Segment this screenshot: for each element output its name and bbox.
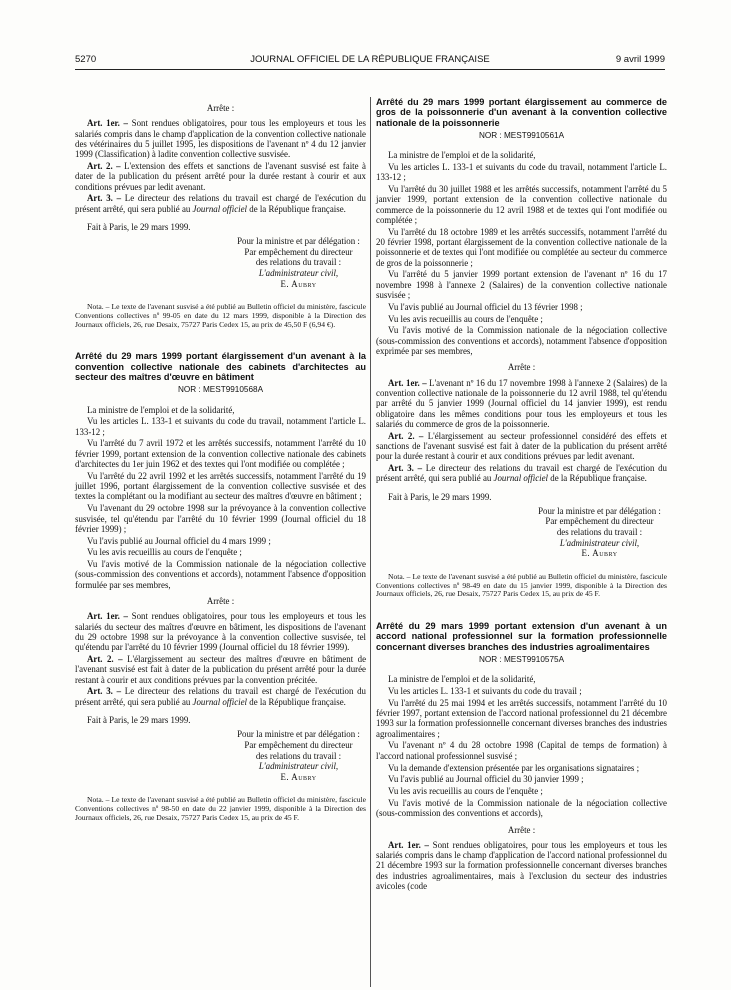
visa: Vu l'avenant nº 4 du 28 octobre 1998 (Capital de temps de formation) à l'accord national professionnel susvisé ; <box>376 740 667 761</box>
nota: Nota. – Le texte de l'avenant susvisé a été publié au Bulletin officiel du ministère, fascicule Conventions collectives nº 98-50 en date du 22 janvier 1999, disponible à la Direction des Journaux officiels, 26, rue Desaix, 75727 Paris Cedex 15, au prix de 45 F. <box>75 795 366 822</box>
article-2: Art. 2. – L'élargissement au secteur des maîtres d'œuvre en bâtiment de l'avenant susvisé est fait à dater de la publication du présent arrêté pour la durée restant à courir et aux conditions prévues par la convention précitée. <box>75 654 367 685</box>
article-1: Art. 1er. – L'avenant nº 16 du 17 novembre 1998 à l'annexe 2 (Salaires) de la convention collective nationale de la poissonnerie du 12 avril 1988, tel qu'étendu par arrêté du 5 janvier 1999 (Journal officiel du 14 janvier 1999), est rendu obligatoire dans les mêmes conditions pour tous les employeurs et tous les salariés du commerce de gros de la poissonnerie. <box>376 377 668 429</box>
header-rule <box>75 69 665 70</box>
article-1: Art. 1er. – Sont rendues obligatoires, pour tous les employeurs et tous les salariés compris dans le champ d'application de la convention collective nationale des vétérinaires du 5 juillet 1995, les dispositions de l'avenant nº 4 du 12 janvier 1999 (Classification) à ladite convention collective susvisée. <box>75 118 366 160</box>
visa: Vu l'arrêté du 22 avril 1992 et les arrêtés successifs, notamment l'arrêté du 19 juillet 1996, portant élargissement de la convention collective susvisée et des textes la complétant ou la modifiant au secteur des maîtres d'œuvre en bâtiment ; <box>75 470 366 502</box>
article-1: Art. 1er. – Sont rendues obligatoires, pour tous les employeurs et tous les salariés compris dans le champ d'application de l'accord national professionnel du 21 décembre 1993 sur la formation professionnelle concernant diverses branches des industries agroalimentaires, mais à l'exclusion du secteur des industries avicoles (code <box>376 839 667 891</box>
page-header <box>75 54 665 68</box>
journal-title: JOURNAL OFFICIEL DE LA RÉPUBLIQUE FRANÇAISE <box>250 54 490 65</box>
visa: Vu les avis recueillis au cours de l'enquête ; <box>388 786 543 797</box>
article-3: Art. 3. – Le directeur des relations du travail est chargé de l'exécution du présent arrêté, qui sera publié au Journal officiel de la République française. <box>75 193 366 214</box>
left-column <box>75 97 366 822</box>
visa: Vu l'avis publié au Journal officiel du 13 février 1998 ; <box>388 301 583 312</box>
nota: Nota. – Le texte de l'avenant susvisé a été publié au Bulletin officiel du ministère, fascicule Conventions collectives nº 98-49 en date du 15 janvier 1999, disponible à la Direction des Journaux officiels, 26, rue Desaix, 75727 Paris Cedex 15, au prix de 45 F. <box>376 571 667 599</box>
visa: Vu l'arrêté du 7 avril 1972 et les arrêtés successifs, notamment l'arrêté du 10 février 1999, portant extension de la convention collective nationale des cabinets d'architectes du 1er juin 1962 et des textes qui l'ont modifiée ou complétée ; <box>75 438 366 470</box>
article-2: Art. 2. – L'élargissement au secteur professionnel considéré des effets et sanctions de l'avenant susvisé est fait à dater de la publication du présent arrêté pour la durée restant à courir et aux conditions prévues par ledit avenant. <box>376 430 668 462</box>
right-column <box>376 97 667 893</box>
preamble: La ministre de l'emploi et de la solidarité, <box>388 674 536 685</box>
arrete-heading: Arrête : <box>206 103 235 113</box>
visa: Vu l'arrêté du 5 janvier 1999 portant extension de l'avenant nº 16 du 17 novembre 1998 à l'annexe 2 (Salaires) de la convention collective nationale susvisée ; <box>376 269 667 301</box>
visa: Vu l'avis publié au Journal officiel du 4 mars 1999 ; <box>87 535 271 546</box>
visa: Vu la demande d'extension présentée par les organisations signataires ; <box>388 762 640 773</box>
signature-place-date: Fait à Paris, le 29 mars 1999. <box>87 715 191 726</box>
article-2: Art. 2. – L'extension des effets et sanctions de l'avenant susvisé est faite à dater de la publication du présent arrêté pour la durée restant à courir et aux conditions prévues par ledit avenant. <box>75 160 366 192</box>
issue-date: 9 avril 1999 <box>615 54 665 65</box>
visa: Vu l'arrêté du 30 juillet 1988 et les arrêtés successifs, notamment l'arrêté du 5 janvier 1999, portant extension de la convention collective nationale du commerce de la poissonnerie du 12 avril 1988 et de textes qui l'ont modifiée ou complétée ; <box>376 184 667 225</box>
preamble: La ministre de l'emploi et de la solidarité, <box>87 404 235 415</box>
signature-place-date: Fait à Paris, le 29 mars 1999. <box>388 491 492 502</box>
page-number: 5270 <box>75 54 97 65</box>
arrete-heading: Arrête : <box>206 596 235 607</box>
article-3: Art. 3. – Le directeur des relations du travail est chargé de l'exécution du présent arrêté, qui sera publié au Journal officiel de la République française. <box>75 686 366 707</box>
visa: Vu les avis recueillis au cours de l'enquête ; <box>87 547 242 558</box>
visa: Vu l'avis motivé de la Commission nationale de la négociation collective (sous-commission des conventions et accords), notamment l'absence d'opposition exprimée par ses membres, <box>376 325 667 357</box>
arrete-heading: Arrête : <box>507 362 536 373</box>
signature-block: Pour la ministre et par délégation : Par empêchement du directeur des relations du travail : L'administrateur civil, E. Aubry <box>237 729 360 782</box>
visa: Vu les avis recueillis au cours de l'enquête ; <box>388 313 543 324</box>
nor-reference: NOR : MEST9910561A <box>478 130 565 140</box>
arrete-heading: Arrête : <box>507 824 536 835</box>
visa: Vu l'avenant du 29 octobre 1998 sur la prévoyance à la convention collective susvisée, tel qu'étendu par l'arrêté du 10 février 1999 (Journal officiel du 18 février 1999) ; <box>75 503 366 534</box>
signature-block: Pour la ministre et par délégation : Par empêchement du directeur des relations du travail : L'administrateur civil, E. Aubry <box>237 236 360 289</box>
decree-title: Arrêté du 29 mars 1999 portant extension d'un avenant à un accord national professionnel sur la formation professionnelle concernant diverses branches des industries agroalimentaires <box>376 620 667 652</box>
visa: Vu l'arrêté du 18 octobre 1989 et les arrêtés successifs, notamment l'arrêté du 20 février 1998, portant élargissement de la convention collective nationale de la poissonnerie et de textes qui l'ont modifiée ou complétée au secteur du commerce de gros de la poissonnerie ; <box>376 226 667 268</box>
nota: Nota. – Le texte de l'avenant susvisé a été publié au Bulletin officiel du ministère, fascicule Conventions collectives nº 99-05 en date du 12 mars 1999, disponible à la Direction des Journaux officiels, 26, rue Desaix, 75727 Paris Cedex 15, au prix de 45,50 F (6,94 €). <box>75 302 366 329</box>
visa: Vu les articles L. 133-1 et suivants du code du travail, notamment l'article L. 133-12 ; <box>376 161 667 183</box>
article-3: Art. 3. – Le directeur des relations du travail est chargé de l'exécution du présent arrêté, qui sera publié au Journal officiel de la République française. <box>376 463 667 484</box>
decree-title: Arrêté du 29 mars 1999 portant élargissement au commerce de gros de la poissonnerie d'un avenant à la convention collective nationale de la poissonnerie <box>376 97 667 128</box>
nor-reference: NOR : MEST9910568A <box>177 385 264 395</box>
visa: Vu l'avis publié au Journal officiel du 30 janvier 1999 ; <box>388 774 584 785</box>
article-1: Art. 1er. – Sont rendues obligatoires, pour tous les employeurs et tous les salariés du secteur des maîtres d'œuvre en bâtiment, les dispositions de l'avenant du 29 octobre 1998 sur la prévoyance à la convention collective susvisée, tel qu'étendu par l'arrêté du 10 février 1999 (Journal officiel du 18 février 1999). <box>75 611 366 653</box>
nor-reference: NOR : MEST9910575A <box>478 654 565 664</box>
preamble: La ministre de l'emploi et de la solidarité, <box>388 150 536 161</box>
visa: Vu l'avis motivé de la Commission nationale de la négociation collective (sous-commission des conventions et accords), notamment l'absence d'opposition formulée par ses membres, <box>75 559 366 590</box>
signature-place-date: Fait à Paris, le 29 mars 1999. <box>87 221 191 232</box>
visa: Vu les articles L. 133-1 et suivants du code du travail ; <box>388 685 582 696</box>
signature-block: Pour la ministre et par délégation : Par empêchement du directeur des relations du travail : L'administrateur civil, E. Aubry <box>538 505 661 559</box>
column-divider <box>370 97 371 987</box>
visa: Vu l'arrêté du 25 mai 1994 et les arrêtés successifs, notamment l'arrêté du 10 février 1997, portant extension de l'accord national professionnel du 21 décembre 1993 sur la formation professionnelle concernant diverses branches des industries agroalimentaires ; <box>376 697 667 739</box>
visa: Vu l'avis motivé de la Commission nationale de la négociation collective (sous-commission des conventions et accords), <box>376 797 667 819</box>
decree-title: Arrêté du 29 mars 1999 portant élargissement d'un avenant à la convention collective nationale des cabinets d'architectes au secteur des maîtres d'œuvre en bâtiment <box>75 351 366 382</box>
visa: Vu les articles L. 133-1 et suivants du code du travail, notamment l'article L. 133-12 ; <box>75 416 366 437</box>
